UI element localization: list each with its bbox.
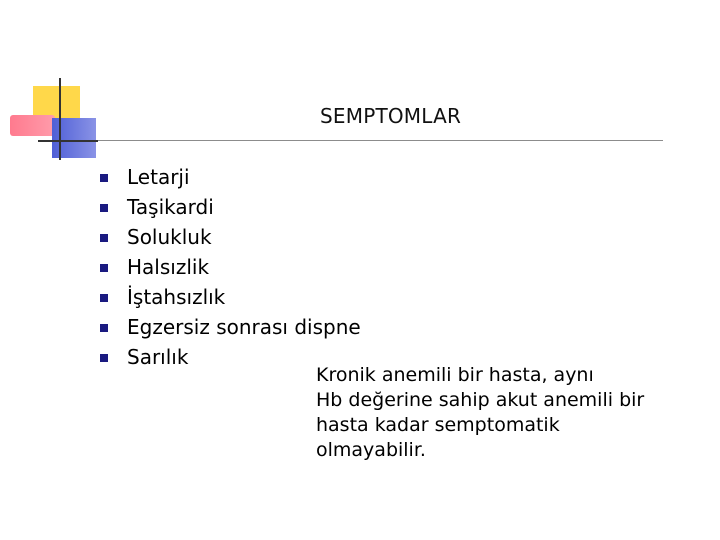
logo-vertical-line xyxy=(59,78,61,160)
list-item-text: Letarji xyxy=(127,165,190,189)
note-line: Hb değerine sahip akut anemili bir xyxy=(316,389,645,411)
title-divider xyxy=(38,140,663,141)
list-item-text: Sarılık xyxy=(127,345,189,369)
list-item-text: Egzersiz sonrası dispne xyxy=(127,315,361,339)
logo-red-bar xyxy=(10,115,55,136)
note-line: hasta kadar semptomatik xyxy=(316,414,560,436)
list-item-text: Solukluk xyxy=(127,225,212,249)
square-bullet-icon xyxy=(100,264,108,272)
square-bullet-icon xyxy=(100,204,108,212)
square-bullet-icon xyxy=(100,174,108,182)
title-divider-accent xyxy=(38,140,98,142)
note-line: olmayabilir. xyxy=(316,439,426,461)
list-item-text: Taşikardi xyxy=(127,195,214,219)
square-bullet-icon xyxy=(100,234,108,242)
square-bullet-icon xyxy=(100,324,108,332)
square-bullet-icon xyxy=(100,354,108,362)
square-bullet-icon xyxy=(100,294,108,302)
clinical-note xyxy=(316,363,696,463)
slide-title: SEMPTOMLAR xyxy=(320,104,462,128)
list-item-text: İştahsızlık xyxy=(127,285,226,309)
list-item-text: Halsızlik xyxy=(127,255,210,279)
note-line: Kronik anemili bir hasta, aynı xyxy=(316,364,594,386)
